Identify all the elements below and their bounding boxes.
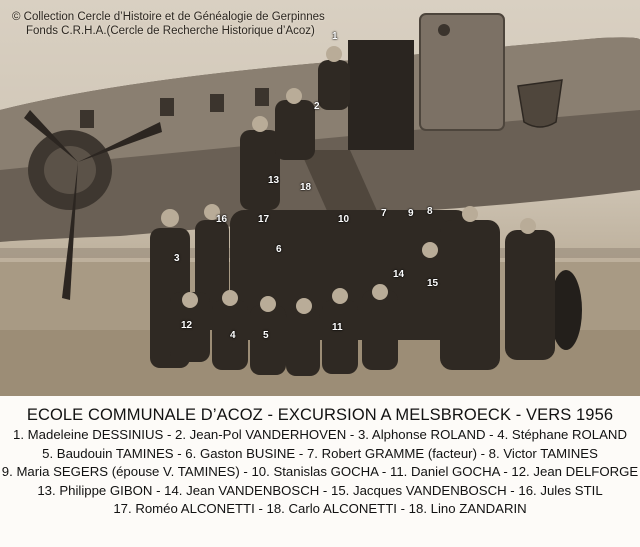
person-marker: 2 [314, 101, 320, 112]
person-marker: 3 [174, 253, 180, 264]
person-marker: 6 [276, 244, 282, 255]
caption-line: 1. Madeleine DESSINIUS - 2. Jean-Pol VANDERHOVEN - 3. Alphonse ROLAND - 4. Stéphane ROLAND [13, 427, 627, 442]
caption-title: ECOLE COMMUNALE D’ACOZ - EXCURSION A MELSBROECK - VERS 1956 [26, 406, 614, 424]
caption-block [0, 398, 640, 544]
person-marker: 14 [393, 269, 405, 280]
copyright-credit [12, 10, 325, 38]
person-marker: 5 [263, 330, 269, 341]
caption-line: 17. Roméo ALCONETTI - 18. Carlo ALCONETTI - 18. Lino ZANDARIN [113, 501, 527, 517]
person-marker: 1 [332, 31, 338, 42]
person-marker: 9 [408, 208, 414, 219]
caption-line: 5. Baudouin TAMINES - 6. Gaston BUSINE - 7. Robert GRAMME (facteur) - 8. Victor TAMINES [42, 445, 598, 461]
person-marker: 11 [332, 322, 343, 333]
caption-line: 9. Maria SEGERS (épouse V. TAMINES) - 10. Stanislas GOCHA - 11. Daniel GOCHA - 12. Jean DELFORGE [1, 464, 639, 480]
person-marker: 10 [338, 214, 350, 225]
credit-line-2: Fonds C.R.H.A.(Cercle de Recherche Historique d’Acoz) [26, 25, 315, 37]
person-marker: 4 [230, 330, 236, 341]
person-marker: 12 [181, 320, 193, 331]
person-marker: 18 [300, 182, 312, 193]
person-marker: 7 [381, 208, 387, 219]
person-marker: 13 [268, 175, 280, 186]
caption-line: 13. Philippe GIBON - 14. Jean VANDENBOSCH - 15. Jacques VANDENBOSCH - 16. Jules STIL [37, 482, 603, 498]
person-marker: 16 [216, 214, 228, 225]
person-marker: 17 [258, 214, 270, 225]
person-marker: 8 [427, 206, 433, 217]
person-marker: 15 [427, 278, 439, 289]
credit-line-1: © Collection Cercle d’Histoire et de Généalogie de Gerpinnes [12, 11, 325, 23]
